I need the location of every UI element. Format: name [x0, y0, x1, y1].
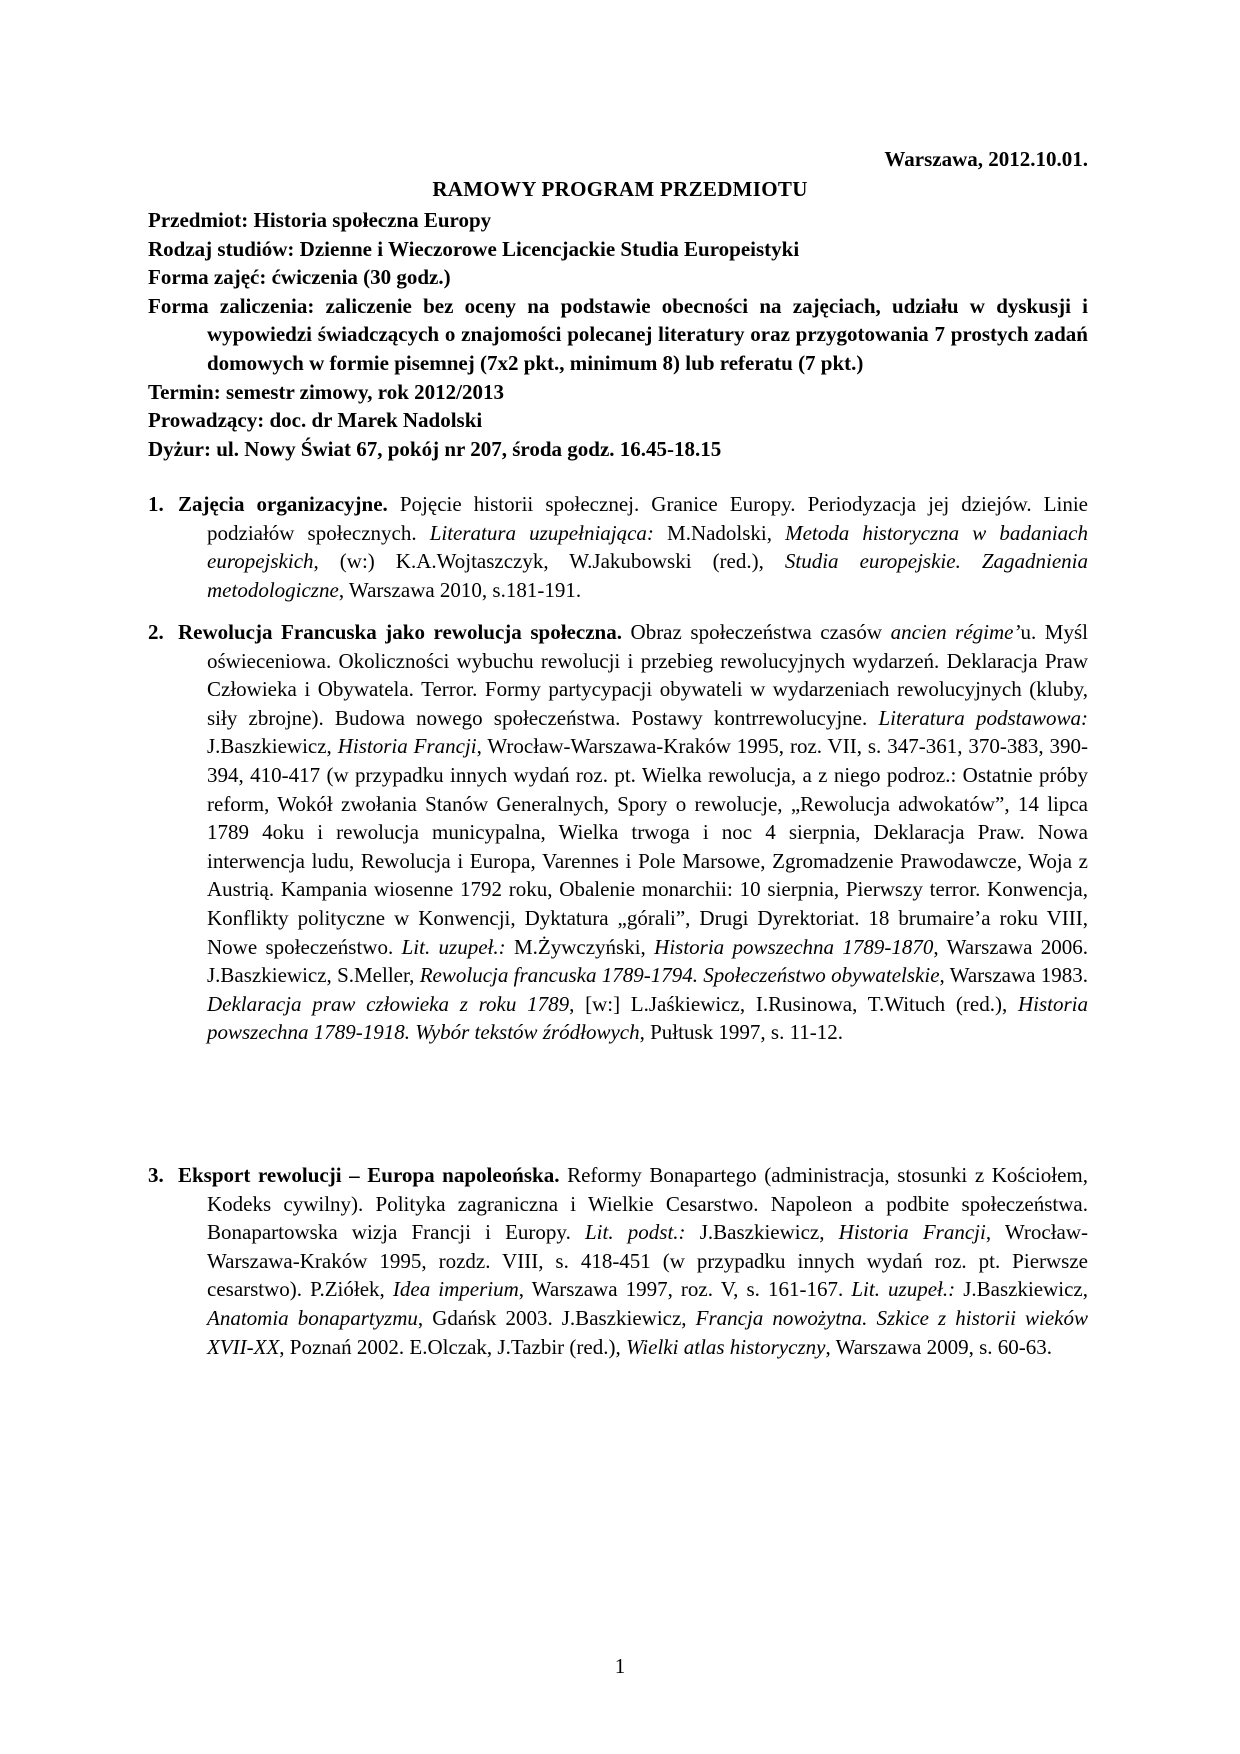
topic-number: 2.	[148, 620, 164, 644]
meta-office-hours: Dyżur: ul. Nowy Świat 67, pokój nr 207, środa godz. 16.45-18.15	[148, 436, 722, 461]
topic-heading: Rewolucja Francuska jako rewolucja społeczna.	[178, 620, 622, 644]
topic-body-text: , Warszawa 2009, s. 60-63.	[825, 1334, 1052, 1359]
course-meta	[148, 206, 1088, 463]
topic-body-text: J.Baszkiewicz,	[207, 734, 338, 759]
topic-body-italic: Anatomia bonapartyzmu	[207, 1305, 418, 1330]
topic-body-text: , Poznań 2002. E.Olczak, J.Tazbir (red.),	[279, 1334, 626, 1359]
topic-heading: Eksport rewolucji – Europa napoleońska.	[178, 1163, 560, 1187]
topic-body-text: J.Baszkiewicz,	[955, 1277, 1089, 1302]
topic-body-italic: Wielki atlas historyczny	[625, 1334, 826, 1359]
topic-body-italic: Lit. uzupeł.:	[401, 934, 506, 959]
topic-body-text: Reformy Bonapartego (administracja, stosunki z Kościołem, Kodeks cywilny). Polityka zagraniczna i Wielkie Cesarstwo. Napoleon a podbite społeczeństwa. Bonapartowska wizja Francji i Europy.	[207, 1163, 1088, 1245]
topic-heading: Zajęcia organizacyjne.	[178, 492, 388, 516]
meta-credit-form: Forma zaliczenia: zaliczenie bez oceny na podstawie obecności na zajęciach, udziału w dyskusji i wypowiedzi świadczących o znajomości polecanej literatury oraz przygotowania 7 prostych zadań domowych w formie pisemnej (7x2 pkt., minimum 8) lub referatu (7 pkt.)	[148, 293, 1088, 375]
topic-body-italic: Studia europejskie. Zagadnienia metodologiczne	[207, 549, 1089, 602]
topic-body-italic: Historia Francji	[337, 734, 477, 759]
topic-body-text: , Gdańsk 2003. J.Baszkiewicz,	[417, 1305, 696, 1330]
topic-body-text: , (w:) K.A.Wojtaszczyk, W.Jakubowski (red.),	[313, 549, 785, 574]
topic-body-italic: ancien régime’	[890, 620, 1021, 644]
topic-body-italic: Literatura podstawowa:	[878, 705, 1088, 730]
topic-number: 1.	[148, 492, 164, 516]
document-title: RAMOWY PROGRAM PRZEDMIOTU	[432, 177, 808, 201]
topic-body-italic: Idea imperium	[392, 1277, 519, 1302]
topic-body-text: , Warszawa 2006. J.Baszkiewicz, S.Meller,	[207, 934, 1089, 988]
meta-class-form: Forma zajęć: ćwiczenia (30 godz.)	[148, 265, 451, 290]
topic-body-italic: Deklaracja praw człowieka z roku 1789	[207, 991, 570, 1016]
meta-subject: Przedmiot: Historia społeczna Europy	[148, 208, 492, 232]
topic-body-text: , Warszawa 1997, roz. V, s. 161-167.	[518, 1277, 852, 1302]
meta-study-type: Rodzaj studiów: Dzienne i Wieczorowe Licencjackie Studia Europeistyki	[148, 236, 800, 261]
topic-body-text: , Pułtusk 1997, s. 11-12.	[639, 1020, 844, 1045]
topic-body-italic: Lit. uzupeł.:	[851, 1277, 956, 1302]
topic-body-text: M.Nadolski,	[653, 520, 786, 545]
topic-body-italic: Historia powszechna 1789-1870	[654, 934, 934, 959]
topic-body-italic: Rewolucja francuska 1789-1794. Społeczeństwo obywatelskie	[419, 963, 940, 988]
topic-item	[148, 490, 1088, 604]
page-number: 1	[614, 1654, 626, 1678]
topic-item	[148, 618, 1088, 1047]
topic-body-text: , Wrocław-Warszawa-Kraków 1995, rozdz. VIII, s. 418-451 (w przypadku innych wydań roz. pt. Pierwsze cesarstwo). P.Ziółek,	[207, 1220, 1089, 1302]
topic-body-text: u. Myśl oświeceniowa. Okoliczności wybuchu rewolucji i przebieg rewolucyjnych wydarzeń. Deklaracja Praw Człowieka i Obywatela. Terror. Formy partycypacji obywateli w wydarzeniach rewolucyjnych (kluby, siły zbrojne). Budowa nowego społeczeństwa. Postawy kontrrewolucyjne.	[207, 620, 1088, 730]
topic-body-italic: Metoda historyczna w badaniach europejskich	[207, 520, 1088, 574]
topic-body-text: , Warszawa 2010, s.181-191.	[338, 577, 582, 602]
topic-body-text: , Wrocław-Warszawa-Kraków 1995, roz. VII, s. 347-361, 370-383, 390-394, 410-417 (w przypadku innych wydań roz. pt. Wielka rewolucja, a z niego podroz.: Ostatnie próby reform, Wokół zwołania Stanów Generalnych, Spory o rewolucje, „Rewolucja adwokatów”, 14 lipca 1789 4oku i rewolucja municypalna, Wielka trwoga i noc 4 sierpnia, Deklaracja Praw. Nowa interwencja ludu, Rewolucja i Europa, Varennes i Pole Marsowe, Zgromadzenie Prawodawcze, Woja z Austrią. Kampania wiosenne 1792 roku, Obalenie monarchii: 10 sierpnia, Pierwszy terror. Konwencja, Konflikty polityczne w Konwencji, Dyktatura „górali”, Drugi Dyrektoriat. 18 brumaire’a roku VIII, Nowe społeczeństwo.	[207, 734, 1088, 959]
meta-term: Termin: semestr zimowy, rok 2012/2013	[148, 379, 504, 404]
meta-lecturer: Prowadzący: doc. dr Marek Nadolski	[148, 408, 483, 433]
topic-body-text: Obraz społeczeństwa czasów	[621, 620, 891, 644]
topic-body-text: J.Baszkiewicz,	[685, 1220, 839, 1245]
topic-body	[207, 620, 1088, 1044]
document-date: Warszawa, 2012.10.01.	[884, 147, 1088, 171]
topic-body-text: , Warszawa 1983.	[939, 963, 1089, 988]
topic-body-italic: Lit. podst.:	[585, 1220, 686, 1245]
topic-body	[207, 1163, 1088, 1359]
topic-body-text: , [w:] L.Jaśkiewicz, I.Rusinowa, T.Wituch (red.),	[569, 991, 1018, 1016]
topic-number: 3.	[148, 1163, 164, 1187]
topic-body-italic: Literatura uzupełniająca:	[429, 520, 654, 545]
topic-body-text: M.Żywczyński,	[505, 934, 655, 959]
topic-body-italic: Historia powszechna 1789-1918. Wybór tekstów źródłowych	[207, 991, 1088, 1045]
topic-body-text: Pojęcie historii społecznej. Granice Europy. Periodyzacja jej dziejów. Linie podziałów społecznych.	[207, 492, 1088, 545]
topic-body-italic: Francja nowożytna. Szkice z historii wieków XVII-XX	[207, 1305, 1089, 1359]
topic-item	[148, 1161, 1088, 1361]
topic-body-italic: Historia Francji	[838, 1220, 986, 1245]
